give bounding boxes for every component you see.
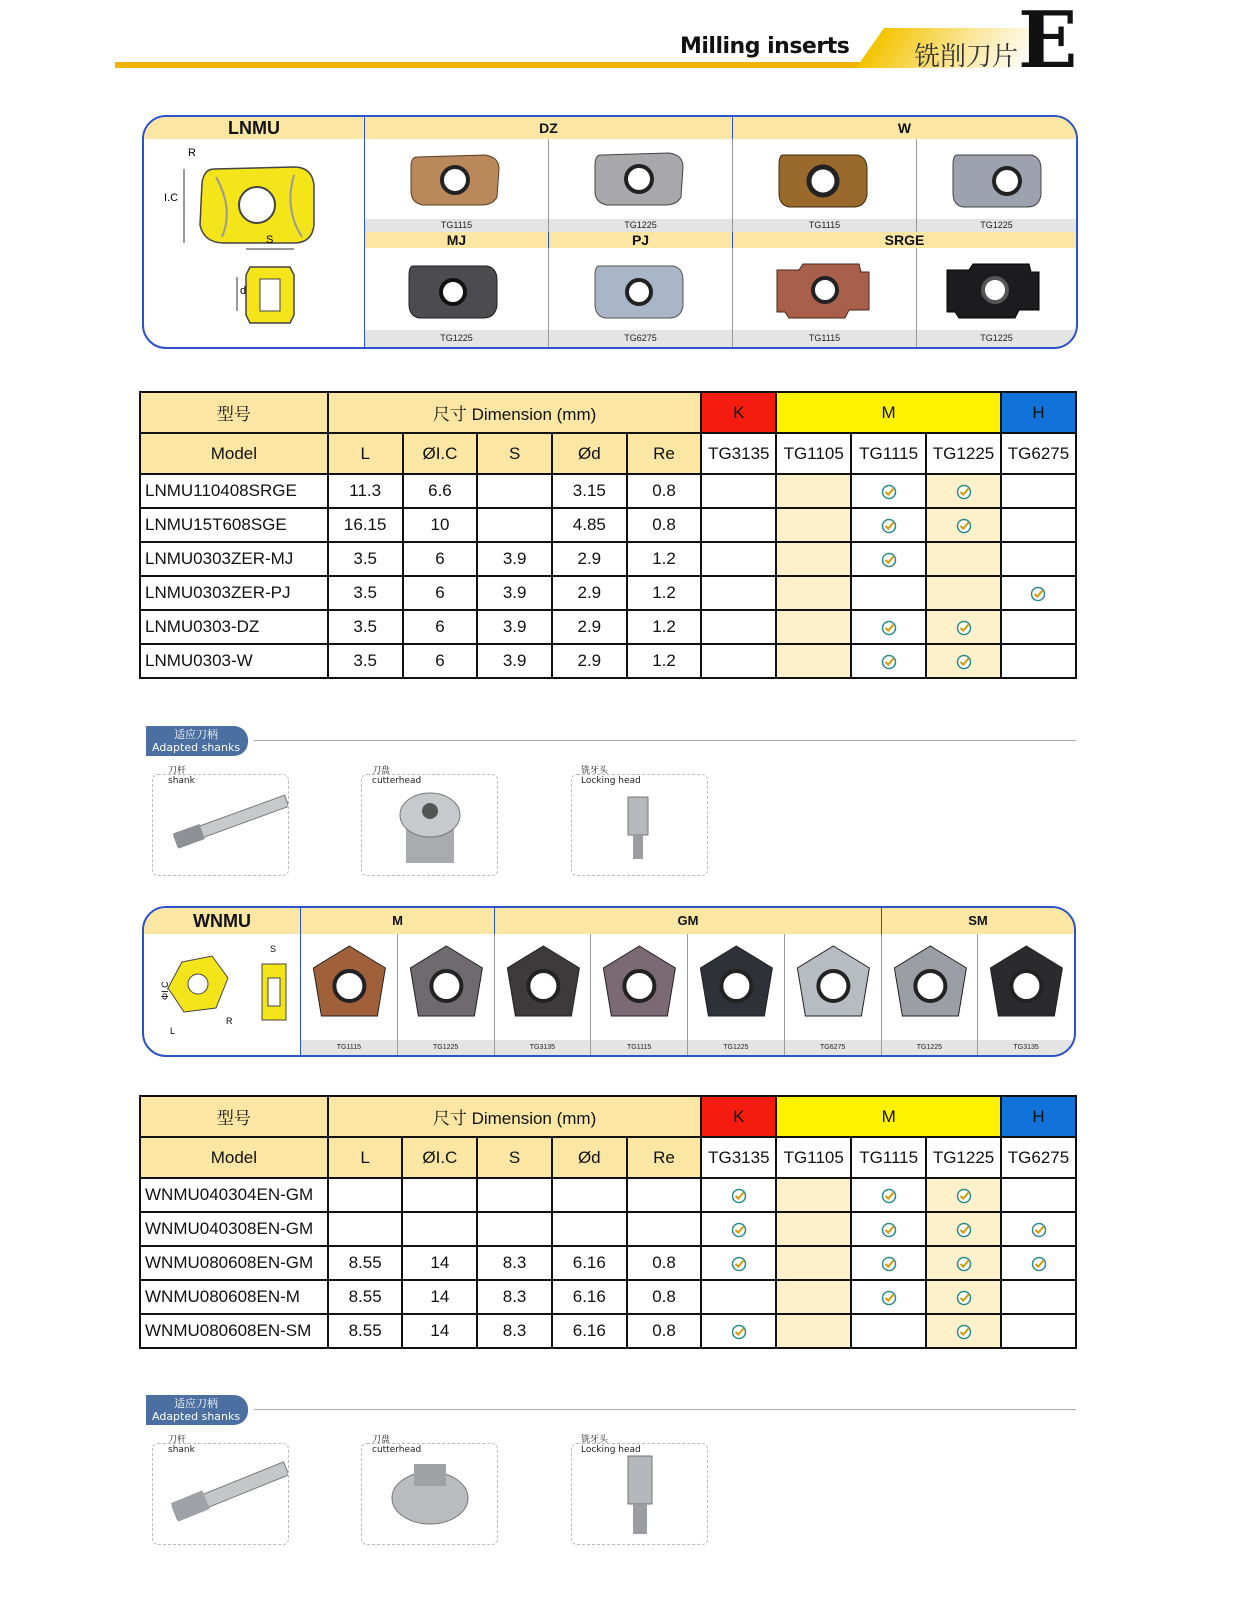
check-icon xyxy=(731,1324,747,1340)
dimension-cell: 8.3 xyxy=(477,1246,552,1280)
dimension-cell: 3.9 xyxy=(477,610,552,644)
dimension-cell: 3.9 xyxy=(477,576,552,610)
insert-image-wnmu xyxy=(301,934,397,1040)
grade-availability-cell xyxy=(851,508,926,542)
dimension-cell: 0.8 xyxy=(627,1280,702,1314)
col-header: TG1225 xyxy=(926,1137,1001,1178)
grade-availability-cell xyxy=(1001,508,1076,542)
grade-availability-cell xyxy=(851,610,926,644)
table-row xyxy=(140,474,1076,508)
dimension-cell: 1.2 xyxy=(627,542,702,576)
col-header: Ød xyxy=(552,1137,627,1178)
dimension-cell xyxy=(552,1178,627,1212)
insert-image-pj-iridescent xyxy=(589,260,689,322)
check-icon xyxy=(956,620,972,636)
dimension-cell xyxy=(477,508,552,542)
wnmu-dimension-drawing xyxy=(144,934,301,1055)
grade-availability-cell xyxy=(701,1246,776,1280)
table-row xyxy=(140,542,1076,576)
grade-label: TG1115 xyxy=(733,219,917,232)
dimension-cell: 1.2 xyxy=(627,644,702,678)
grade-label: TG1115 xyxy=(733,330,917,347)
dimension-cell: 2.9 xyxy=(552,576,627,610)
grade-availability-cell xyxy=(1001,610,1076,644)
dimension-cell xyxy=(477,474,552,508)
locking-head-label: 铣牙头 Locking head xyxy=(581,766,641,786)
dimension-cell: 0.8 xyxy=(627,474,702,508)
dimension-cell: 6 xyxy=(403,610,478,644)
wnmu-panel-title: WNMU xyxy=(144,908,301,934)
grade-label: TG1115 xyxy=(591,1040,688,1055)
group-gm: GM xyxy=(495,908,882,934)
insert-image-wnmu xyxy=(978,934,1074,1040)
dimension-header: 尺寸 Dimension (mm) xyxy=(328,1096,702,1137)
dimension-cell: 8.3 xyxy=(477,1280,552,1314)
col-header: TG1105 xyxy=(776,1137,851,1178)
dimension-cell: 6.6 xyxy=(403,474,478,508)
check-icon xyxy=(1031,1222,1047,1238)
grade-availability-cell xyxy=(776,1178,851,1212)
grade-label: TG6275 xyxy=(785,1040,882,1055)
check-icon xyxy=(1031,1256,1047,1272)
col-header: S xyxy=(477,1137,552,1178)
grade-availability-cell xyxy=(776,542,851,576)
grade-label: TG3135 xyxy=(495,1040,592,1055)
grade-availability-cell xyxy=(926,542,1001,576)
cutterhead-box xyxy=(361,774,498,876)
grade-availability-cell xyxy=(776,1280,851,1314)
table-row xyxy=(140,1314,1076,1348)
shank-label: 刀杆 shank xyxy=(168,766,195,786)
insert-cell-srge-1 xyxy=(733,248,917,330)
insert-image-wnmu xyxy=(495,934,591,1040)
check-icon xyxy=(731,1222,747,1238)
dimension-cell xyxy=(477,1212,552,1246)
label-s: S xyxy=(266,234,274,246)
check-icon xyxy=(881,1222,897,1238)
grade-availability-cell xyxy=(701,644,776,678)
shank-box xyxy=(152,774,289,876)
insert-cell xyxy=(785,934,882,1040)
check-icon xyxy=(956,484,972,500)
grade-availability-cell xyxy=(701,542,776,576)
insert-image-wnmu xyxy=(688,934,784,1040)
material-k-header: K xyxy=(701,1096,776,1137)
col-header: TG6275 xyxy=(1001,1137,1076,1178)
grade-availability-cell xyxy=(701,1178,776,1212)
dimension-cell: 6 xyxy=(403,644,478,678)
model-cell: WNMU040304EN-GM xyxy=(140,1178,328,1212)
grade-availability-cell xyxy=(926,1212,1001,1246)
model-cell: WNMU040308EN-GM xyxy=(140,1212,328,1246)
grade-availability-cell xyxy=(701,508,776,542)
check-icon xyxy=(881,552,897,568)
model-cell: LNMU0303-DZ xyxy=(140,610,328,644)
model-header-cn: 型号 xyxy=(140,1096,328,1137)
adapted-shanks-tag xyxy=(146,726,248,756)
dimension-cell: 6 xyxy=(403,542,478,576)
group-w: W xyxy=(733,117,1076,139)
dimension-cell: 3.9 xyxy=(477,644,552,678)
col-header: TG3135 xyxy=(701,433,776,474)
insert-image-wnmu xyxy=(591,934,687,1040)
dimension-cell: 6.16 xyxy=(552,1280,627,1314)
insert-cell xyxy=(495,934,592,1040)
table-row xyxy=(140,1178,1076,1212)
grade-availability-cell xyxy=(851,1280,926,1314)
insert-cell-srge-2 xyxy=(917,248,1076,330)
table-row xyxy=(140,508,1076,542)
dimension-cell: 2.9 xyxy=(552,542,627,576)
table-row xyxy=(140,576,1076,610)
lnmu-dimension-drawing xyxy=(144,139,365,347)
grade-label: TG6275 xyxy=(549,330,733,347)
grade-availability-cell xyxy=(1001,1314,1076,1348)
grade-availability-cell xyxy=(701,1314,776,1348)
locking-head-box xyxy=(571,1443,708,1545)
insert-cell-dz-2 xyxy=(549,139,733,219)
lnmu-catalog-panel xyxy=(142,115,1078,349)
col-header: S xyxy=(477,433,552,474)
lnmu-panel-title: LNMU xyxy=(144,117,365,139)
adapted-shanks-cn: 适应刀柄 xyxy=(174,1397,219,1410)
grade-availability-cell xyxy=(851,542,926,576)
dimension-cell: 3.5 xyxy=(328,644,403,678)
grade-availability-cell xyxy=(926,576,1001,610)
insert-image-wnmu xyxy=(882,934,978,1040)
header-rule xyxy=(115,62,935,68)
grade-availability-cell xyxy=(776,576,851,610)
divider xyxy=(254,740,1076,741)
group-pj: PJ xyxy=(549,232,733,248)
insert-cell-w-1 xyxy=(733,139,917,219)
grade-availability-cell xyxy=(926,1280,1001,1314)
model-cell: LNMU15T608SGE xyxy=(140,508,328,542)
label-ic: I.C xyxy=(164,192,179,204)
grade-label: TG1225 xyxy=(365,330,549,347)
model-cell: LNMU0303-W xyxy=(140,644,328,678)
model-cell: WNMU080608EN-GM xyxy=(140,1246,328,1280)
col-header: TG3135 xyxy=(701,1137,776,1178)
label-r: R xyxy=(188,147,196,159)
grade-availability-cell xyxy=(776,1314,851,1348)
insert-cell xyxy=(688,934,785,1040)
grade-availability-cell xyxy=(851,1314,926,1348)
material-k-header: K xyxy=(701,392,776,433)
insert-cell-mj xyxy=(365,248,549,330)
table-row xyxy=(140,1280,1076,1314)
dimension-cell: 0.8 xyxy=(627,1314,702,1348)
col-header: TG1115 xyxy=(851,433,926,474)
insert-image-w-silver xyxy=(947,149,1047,211)
wnmu-catalog-panel xyxy=(142,906,1076,1057)
grade-availability-cell xyxy=(926,508,1001,542)
check-icon xyxy=(881,620,897,636)
insert-image-wnmu xyxy=(398,934,494,1040)
model-cell: LNMU0303ZER-MJ xyxy=(140,542,328,576)
grade-label: TG1225 xyxy=(549,219,733,232)
col-header: Re xyxy=(627,1137,702,1178)
insert-image-mj-dark xyxy=(403,260,503,322)
check-icon xyxy=(956,1256,972,1272)
model-cell: LNMU0303ZER-PJ xyxy=(140,576,328,610)
dimension-cell xyxy=(328,1178,403,1212)
col-header: L xyxy=(328,1137,403,1178)
group-m: M xyxy=(301,908,495,934)
model-header-cn: 型号 xyxy=(140,392,328,433)
col-header: Ød xyxy=(552,433,627,474)
dimension-cell: 0.8 xyxy=(627,508,702,542)
grade-availability-cell xyxy=(851,1212,926,1246)
group-sm: SM xyxy=(882,908,1074,934)
grade-availability-cell xyxy=(1001,644,1076,678)
check-icon xyxy=(881,518,897,534)
grade-label: TG1115 xyxy=(365,219,549,232)
grade-availability-cell xyxy=(776,644,851,678)
grade-availability-cell xyxy=(926,1246,1001,1280)
col-header: TG1225 xyxy=(926,433,1001,474)
dimension-cell: 2.9 xyxy=(552,644,627,678)
dimension-cell: 0.8 xyxy=(627,1246,702,1280)
grade-availability-cell xyxy=(851,1178,926,1212)
grade-label: TG1225 xyxy=(917,330,1076,347)
check-icon xyxy=(731,1188,747,1204)
check-icon xyxy=(956,1324,972,1340)
col-header: TG1105 xyxy=(776,433,851,474)
adapted-shanks-tag xyxy=(146,1395,248,1425)
dimension-cell: 2.9 xyxy=(552,610,627,644)
grade-label: TG3135 xyxy=(978,1040,1074,1055)
check-icon xyxy=(956,518,972,534)
check-icon xyxy=(956,654,972,670)
section-letter: E xyxy=(1018,0,1078,86)
dimension-cell: 1.2 xyxy=(627,610,702,644)
dimension-cell xyxy=(402,1178,477,1212)
insert-image-w-bronze xyxy=(773,149,873,211)
divider xyxy=(254,1409,1076,1410)
dimension-cell: 8.3 xyxy=(477,1314,552,1348)
material-h-header: H xyxy=(1001,1096,1076,1137)
grade-availability-cell xyxy=(776,474,851,508)
grade-availability-cell xyxy=(851,474,926,508)
grade-availability-cell xyxy=(701,1280,776,1314)
group-mj: MJ xyxy=(365,232,549,248)
dimension-cell: 10 xyxy=(403,508,478,542)
insert-cell-dz-1 xyxy=(365,139,549,219)
grade-availability-cell xyxy=(1001,1178,1076,1212)
cutterhead-box xyxy=(361,1443,498,1545)
insert-cell-pj xyxy=(549,248,733,330)
dimension-cell: 16.15 xyxy=(328,508,403,542)
grade-availability-cell xyxy=(851,576,926,610)
grade-label: TG1225 xyxy=(688,1040,785,1055)
grade-availability-cell xyxy=(1001,1212,1076,1246)
check-icon xyxy=(956,1188,972,1204)
grade-availability-cell xyxy=(926,1178,1001,1212)
shank-box xyxy=(152,1443,289,1545)
grade-availability-cell xyxy=(1001,474,1076,508)
material-m-header: M xyxy=(776,1096,1001,1137)
table-row xyxy=(140,1212,1076,1246)
dimension-cell xyxy=(627,1212,702,1246)
insert-cell xyxy=(398,934,495,1040)
page-title: Milling inserts xyxy=(680,34,850,59)
insert-cell xyxy=(978,934,1074,1040)
grade-availability-cell xyxy=(701,576,776,610)
grade-availability-cell xyxy=(851,1246,926,1280)
col-header: ØI.C xyxy=(402,1137,477,1178)
grade-availability-cell xyxy=(926,474,1001,508)
dimension-cell: 3.15 xyxy=(552,474,627,508)
dimension-cell: 1.2 xyxy=(627,576,702,610)
grade-availability-cell xyxy=(776,610,851,644)
model-cell: WNMU080608EN-M xyxy=(140,1280,328,1314)
dimension-cell: 3.5 xyxy=(328,542,403,576)
grade-availability-cell xyxy=(926,644,1001,678)
page-title-cn: 铣削刀片 xyxy=(914,42,1019,72)
dimension-cell: 11.3 xyxy=(328,474,403,508)
model-cell: WNMU080608EN-SM xyxy=(140,1314,328,1348)
model-cell: LNMU110408SRGE xyxy=(140,474,328,508)
label-s: S xyxy=(270,944,277,954)
check-icon xyxy=(881,484,897,500)
col-header: L xyxy=(328,433,403,474)
insert-cell xyxy=(591,934,688,1040)
check-icon xyxy=(1030,586,1046,602)
grade-availability-cell xyxy=(701,474,776,508)
grade-availability-cell xyxy=(1001,542,1076,576)
adapted-shanks-cn: 适应刀柄 xyxy=(174,728,219,741)
locking-head-label: 铣牙头 Locking head xyxy=(581,1435,641,1455)
adapted-shanks-en: Adapted shanks xyxy=(152,1410,241,1423)
dimension-cell: 6.16 xyxy=(552,1246,627,1280)
grade-availability-cell xyxy=(701,1212,776,1246)
dimension-cell: 8.55 xyxy=(328,1280,403,1314)
grade-availability-cell xyxy=(926,1314,1001,1348)
dimension-cell xyxy=(328,1212,403,1246)
grade-availability-cell xyxy=(1001,1246,1076,1280)
cutterhead-label: 刀盘 cutterhead xyxy=(372,1435,422,1455)
dimension-cell: 14 xyxy=(402,1246,477,1280)
grade-availability-cell xyxy=(776,508,851,542)
grade-label: TG1115 xyxy=(301,1040,398,1055)
dimension-cell xyxy=(477,1178,552,1212)
check-icon xyxy=(731,1256,747,1272)
locking-head-box xyxy=(571,774,708,876)
dimension-cell: 3.9 xyxy=(477,542,552,576)
lnmu-spec-table xyxy=(139,391,1077,679)
col-header: ØI.C xyxy=(403,433,478,474)
check-icon xyxy=(956,1290,972,1306)
dimension-cell: 14 xyxy=(402,1280,477,1314)
insert-image-srge-black xyxy=(939,260,1049,324)
col-header: Model xyxy=(140,1137,328,1178)
dimension-cell: 4.85 xyxy=(552,508,627,542)
col-header: Re xyxy=(627,433,702,474)
grade-availability-cell xyxy=(1001,1280,1076,1314)
check-icon xyxy=(881,1188,897,1204)
material-h-header: H xyxy=(1001,392,1076,433)
label-r: R xyxy=(226,1016,233,1026)
check-icon xyxy=(956,1222,972,1238)
insert-image-srge-copper xyxy=(769,260,879,324)
dimension-cell: 6 xyxy=(403,576,478,610)
grade-label: TG1225 xyxy=(917,219,1076,232)
adapted-shanks-en: Adapted shanks xyxy=(152,741,241,754)
dimension-cell xyxy=(402,1212,477,1246)
col-header: TG1115 xyxy=(851,1137,926,1178)
table-row xyxy=(140,644,1076,678)
insert-image-wnmu xyxy=(785,934,881,1040)
dimension-cell xyxy=(552,1212,627,1246)
table-row xyxy=(140,610,1076,644)
table-row xyxy=(140,1246,1076,1280)
insert-image-dz-silver xyxy=(589,147,689,209)
col-header: Model xyxy=(140,433,328,474)
col-header: TG6275 xyxy=(1001,433,1076,474)
grade-label: TG1225 xyxy=(398,1040,495,1055)
dimension-cell: 6.16 xyxy=(552,1314,627,1348)
check-icon xyxy=(881,1256,897,1272)
cutterhead-label: 刀盘 cutterhead xyxy=(372,766,422,786)
grade-availability-cell xyxy=(851,644,926,678)
dimension-cell: 3.5 xyxy=(328,576,403,610)
group-srge: SRGE xyxy=(733,232,1076,248)
insert-cell xyxy=(301,934,398,1040)
insert-cell xyxy=(882,934,979,1040)
material-m-header: M xyxy=(776,392,1001,433)
label-d: d xyxy=(240,285,247,297)
label-l: L xyxy=(170,1026,176,1036)
dimension-cell xyxy=(627,1178,702,1212)
check-icon xyxy=(881,1290,897,1306)
grade-label: TG1225 xyxy=(882,1040,979,1055)
check-icon xyxy=(881,654,897,670)
grade-availability-cell xyxy=(701,610,776,644)
dimension-header: 尺寸 Dimension (mm) xyxy=(328,392,702,433)
dimension-cell: 8.55 xyxy=(328,1314,403,1348)
shank-label: 刀杆 shank xyxy=(168,1435,195,1455)
group-dz: DZ xyxy=(365,117,733,139)
grade-availability-cell xyxy=(1001,576,1076,610)
dimension-cell: 14 xyxy=(402,1314,477,1348)
insert-cell-w-2 xyxy=(917,139,1076,219)
label-ic: ΦI.C xyxy=(160,981,170,1000)
grade-availability-cell xyxy=(926,610,1001,644)
grade-availability-cell xyxy=(776,1246,851,1280)
grade-availability-cell xyxy=(776,1212,851,1246)
dimension-cell: 3.5 xyxy=(328,610,403,644)
insert-image-dz-gold xyxy=(405,149,505,209)
dimension-cell: 8.55 xyxy=(328,1246,403,1280)
wnmu-spec-table xyxy=(139,1095,1077,1349)
